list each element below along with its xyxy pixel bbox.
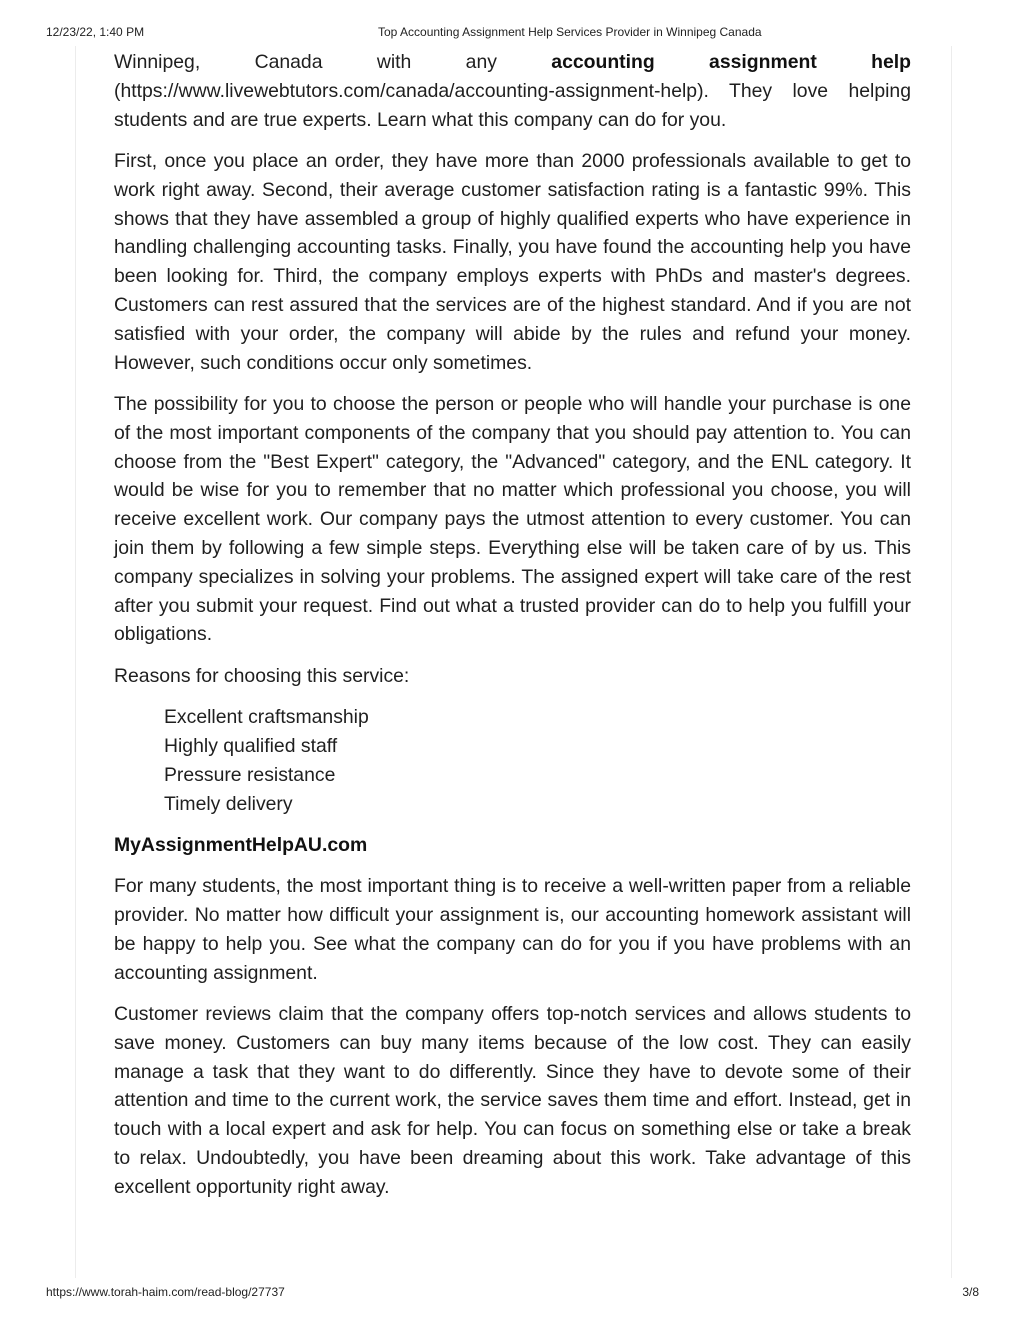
print-datetime: 12/23/22, 1:40 PM xyxy=(46,25,145,39)
article-body xyxy=(114,48,911,1214)
list-item: Highly qualified staff xyxy=(164,734,338,757)
list-item: Excellent craftsmanship xyxy=(164,706,369,729)
intro-text-after: (https://www.livewebtutors.com/canada/accounting-assignment-help). They love helping students and are true experts. Learn what this company can do for you. xyxy=(114,79,911,131)
reasons-list xyxy=(114,703,911,818)
paragraph-3: For many students, the most important thing is to receive a well-written paper from a reliable provider. No matter how difficult your assignment is, our accounting homework assistant will be happy to help you. See what the company can do for you if you have problems with an accounting assignment. xyxy=(114,875,911,984)
paragraph-2: The possibility for you to choose the person or people who will handle your purchase is one of the most important components of the company that you should pay attention to. You can choose from the "Best Expert" category, the "Advanced" category, and the ENL category. It would be wise for you to remember that no matter which professional you choose, you will receive excellent work. Our company pays the utmost attention to every customer. You can join them by following a few simple steps. Everything else will be taken care of by us. This company specializes in solving your problems. The assigned expert will take care of the rest after you submit your request. Find out what a trusted provider can do to help you fulfill your obligations. xyxy=(114,392,911,646)
paragraph-4: Customer reviews claim that the company offers top-notch services and allows students to save money. Customers can buy many items because of the low cost. They can easily manage a task that they want to do differently. Since they have to devote some of their attention and time to the current work, the service saves them time and effort. Instead, get in touch with a local expert and ask for help. You can focus on something else or take a break to relax. Undoubtedly, you have been dreaming about this work. Take advantage of this excellent opportunity right away. xyxy=(114,1003,911,1198)
intro-text-before: Winnipeg, Canada with any xyxy=(114,51,552,73)
print-footer xyxy=(0,1285,1024,1301)
print-header xyxy=(0,25,1024,41)
print-page-title: Top Accounting Assignment Help Services Provider in Winnipeg Canada xyxy=(378,25,762,39)
intro-paragraph xyxy=(114,48,911,134)
intro-keyword: accounting assignment help xyxy=(551,51,912,73)
page-number: 3/8 xyxy=(962,1285,979,1299)
print-url: https://www.torah-haim.com/read-blog/27737 xyxy=(46,1285,285,1299)
section-heading: MyAssignmentHelpAU.com xyxy=(114,833,368,856)
list-item: Timely delivery xyxy=(164,792,293,815)
reasons-intro: Reasons for choosing this service: xyxy=(114,664,410,687)
paragraph-1: First, once you place an order, they have more than 2000 professionals available to get to work right away. Second, their average customer satisfaction rating is a fantastic 99%. This shows that they have assembled a group of highly qualified experts who have experience in handling challenging accounting tasks. Finally, you have found the accounting help you have been looking for. Third, the company employs experts with PhDs and master's degrees. Customers can rest assured that the services are of the highest standard. And if you are not satisfied with your order, the company will abide by the rules and refund your money. However, such conditions occur only sometimes. xyxy=(114,149,911,374)
list-item: Pressure resistance xyxy=(164,763,336,786)
